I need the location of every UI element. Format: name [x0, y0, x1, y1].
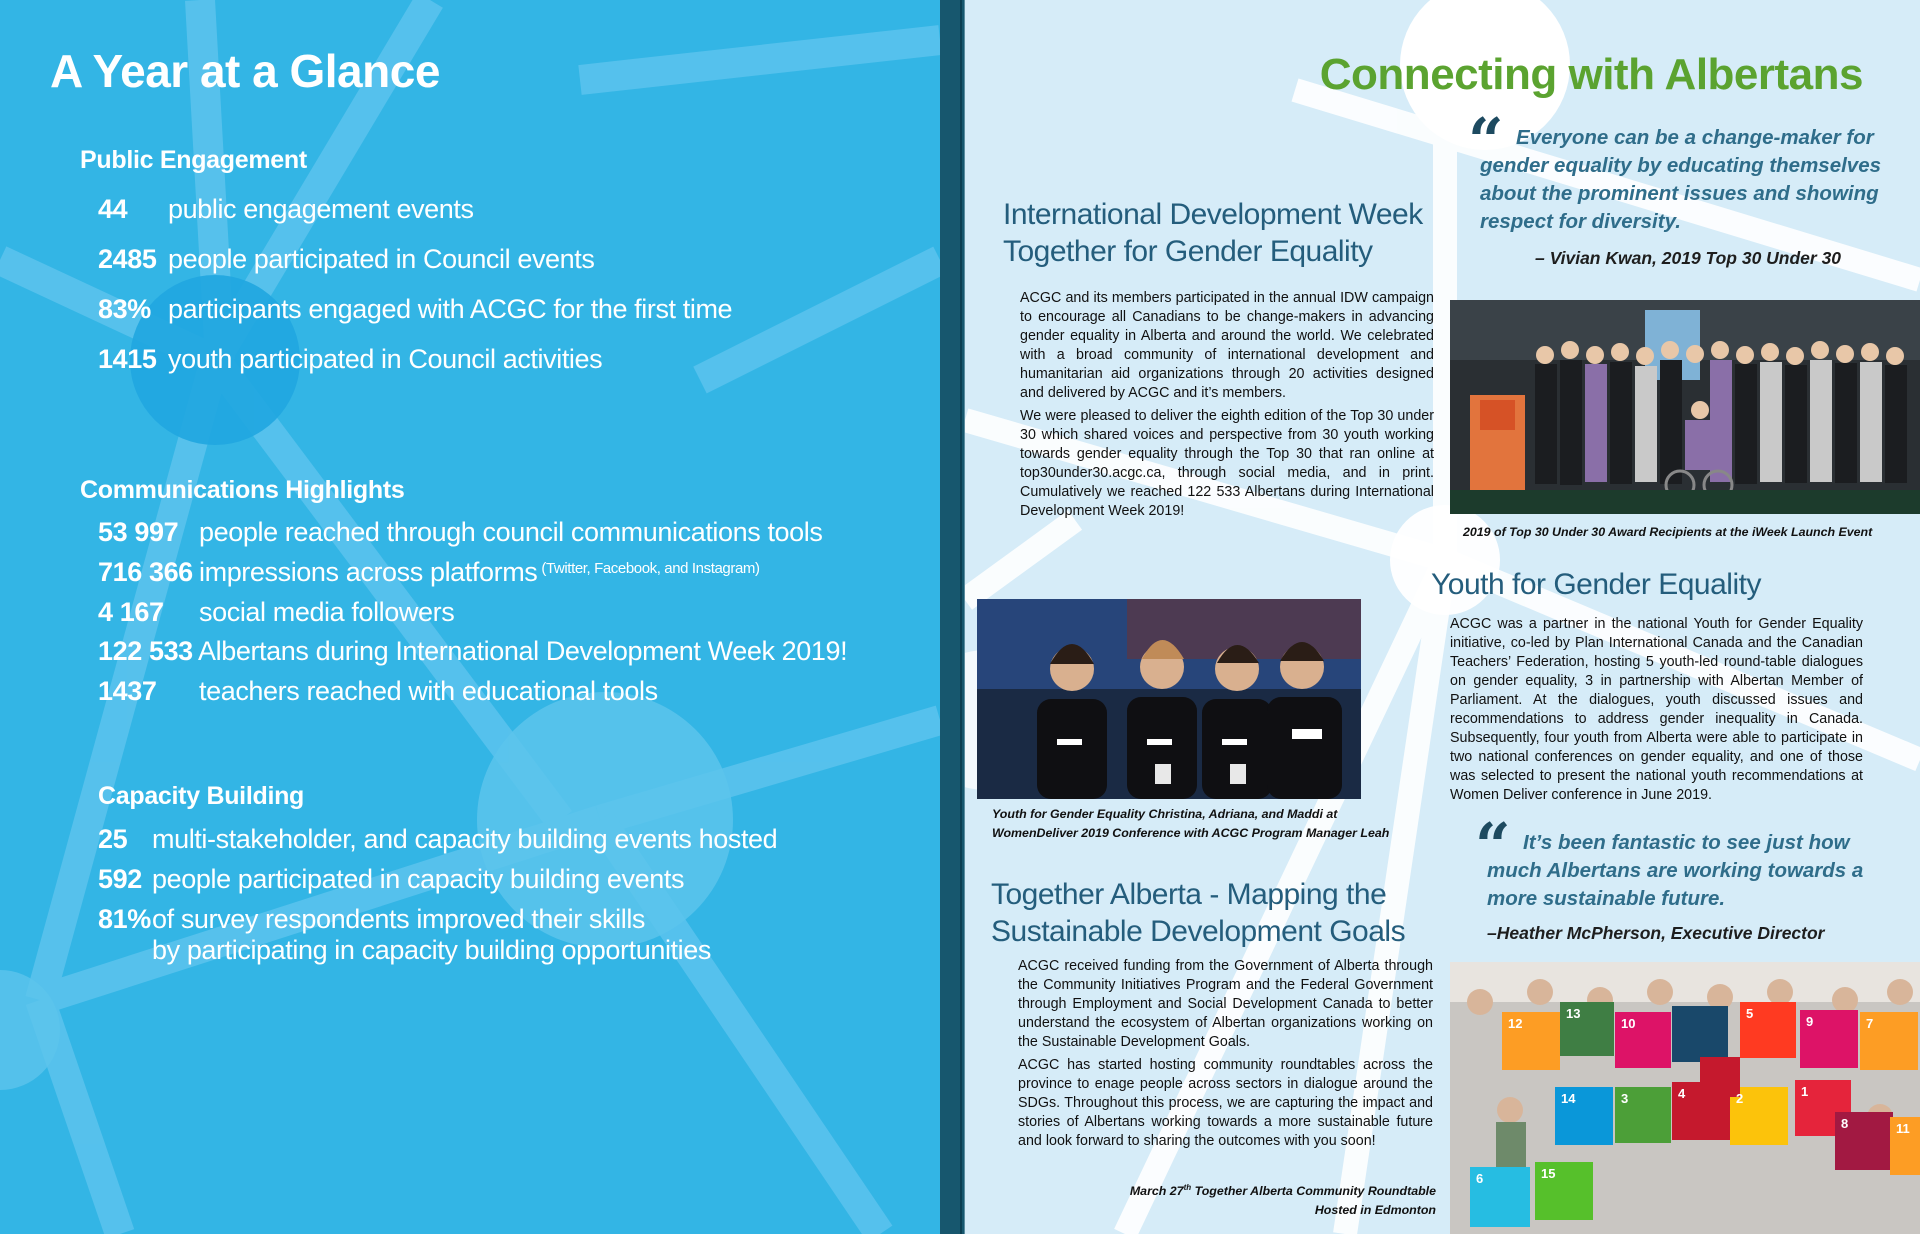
quote-1-attribution: – Vivian Kwan, 2019 Top 30 Under 30	[1535, 248, 1842, 268]
stat-text: participants engaged with ACGC for the first time	[168, 294, 733, 324]
stat-text-group	[199, 557, 760, 588]
stat-text: of survey respondents improved their skills	[152, 904, 646, 934]
svg-text:4: 4	[1678, 1086, 1686, 1101]
roundtable-caption-line-1	[1130, 1178, 1436, 1201]
svg-text:5: 5	[1746, 1006, 1754, 1021]
caption-date-suffix: th	[1183, 1183, 1192, 1192]
quote-1-text: Everyone can be a change-maker for gender equality by educating themselves about the prominent issues and showing respect for diversity.	[1480, 126, 1882, 233]
svg-text:15: 15	[1541, 1166, 1556, 1181]
svg-text:9: 9	[1806, 1014, 1814, 1029]
stat-text: social media followers	[199, 597, 455, 627]
stat-number: 122 533	[98, 636, 193, 666]
idw-paragraph-2: We were pleased to deliver the eighth edition of the Top 30 under 30 which shared voices and perspective from 30 youth working towards gender equality through the Top 30 that ran online at top30under30.acgc.ca, through social media, and in print. Cumulatively we reached 122 533 Albertans during International Development Week 2019!	[1020, 408, 1434, 519]
roundtable-caption-line-2: Hosted in Edmonton	[1314, 1203, 1436, 1218]
svg-text:1: 1	[1801, 1084, 1809, 1099]
left-page	[0, 0, 940, 1234]
public-engagement-heading: Public Engagement	[80, 146, 307, 174]
idw-paragraph-1: ACGC and its members participated in the annual IDW campaign to encourage all Canadians to be change-makers in advancing gender equality in Alberta and around the world. We celebrated with a broad community of international development and humanitarian aid organizations through 20 activities designed and delivered by ACGC and it’s members.	[1020, 290, 1434, 401]
stat-number: 53 997	[98, 517, 179, 547]
stat-text: people participated in Council events	[168, 244, 595, 274]
stat-text: Albertans during International Development Week 2019!	[198, 636, 848, 666]
svg-text:11: 11	[1896, 1121, 1910, 1136]
stat-number: 716 366	[98, 557, 193, 587]
stat-text: people reached through council communications tools	[199, 517, 823, 547]
svg-text:2: 2	[1736, 1091, 1744, 1106]
svg-text:12: 12	[1508, 1016, 1523, 1031]
together-heading-line-1: Together Alberta - Mapping the	[991, 878, 1387, 911]
capacity-building-heading: Capacity Building	[98, 782, 305, 810]
stat-number: 2485	[98, 244, 157, 274]
svg-text:8: 8	[1841, 1116, 1849, 1131]
svg-text:10: 10	[1621, 1016, 1636, 1031]
stat-number: 592	[98, 864, 142, 894]
stat-text: people participated in capacity building events	[152, 864, 685, 894]
stat-number: 1415	[98, 344, 157, 374]
svg-text:14: 14	[1561, 1091, 1576, 1106]
together-heading-line-2: Sustainable Development Goals	[991, 915, 1406, 948]
sdg-roundtable-photo	[1450, 962, 1920, 1234]
stat-number: 25	[98, 824, 128, 854]
top30-group-photo	[1450, 300, 1920, 514]
idw-heading-line-1: International Development Week	[1003, 198, 1423, 231]
stat-text: by participating in capacity building opportunities	[152, 935, 711, 965]
svg-text:6: 6	[1476, 1171, 1484, 1186]
spine-fold	[960, 0, 962, 1234]
svg-text:7: 7	[1866, 1016, 1874, 1031]
together-alberta-body	[1018, 957, 1433, 1155]
right-page	[965, 0, 1920, 1234]
stat-number: 81%	[98, 904, 151, 934]
communications-heading: Communications Highlights	[80, 476, 405, 504]
stat-number: 44	[98, 194, 128, 224]
caption-date: March 27	[1129, 1184, 1184, 1199]
together-paragraph-2: ACGC has started hosting community roundtables across the province to enage people across sectors in dialogue around the SDGs. Throughout this process, we are capturing the impact and stories of Albertans working towards a more sustainable future and look forward to sharing the outcomes with you soon!	[1018, 1057, 1433, 1149]
youth-body	[1450, 615, 1863, 809]
idw-body	[1020, 289, 1434, 525]
svg-text:3: 3	[1621, 1091, 1629, 1106]
left-page-title: A Year at a Glance	[50, 45, 440, 97]
stat-number: 1437	[98, 676, 157, 706]
quote-2-text: It’s been fantastic to see just how much Albertans are working towards a more sustainable future.	[1487, 831, 1864, 910]
womendeliver-caption-line-1: Youth for Gender Equality Christina, Adriana, and Maddi at	[992, 807, 1338, 821]
youth-heading: Youth for Gender Equality	[1431, 568, 1761, 601]
together-alberta-heading	[991, 876, 1405, 950]
together-paragraph-1: ACGC received funding from the Government of Alberta through the Community Initiatives Program and the Federal Government through Employment and Social Development Canada to better understand the ecosystem of Albertan organizations working on the Sustainable Development Goals.	[1018, 958, 1433, 1050]
roundtable-caption	[1130, 1178, 1436, 1220]
svg-text:13: 13	[1566, 1006, 1581, 1021]
stat-text: impressions across platforms	[199, 557, 538, 587]
stat-number: 4 167	[98, 597, 164, 627]
womendeliver-caption-line-2: WomenDeliver 2019 Conference with ACGC Program Manager Leah	[992, 826, 1390, 840]
top30-photo-caption: 2019 of Top 30 Under 30 Award Recipients at the iWeek Launch Event	[1463, 525, 1873, 539]
stat-text: multi-stakeholder, and capacity building events hosted	[152, 824, 778, 854]
womendeliver-caption	[992, 805, 1389, 843]
stat-number: 83%	[98, 294, 151, 324]
quote-mark-icon: “	[1475, 809, 1511, 882]
platform-note: (Twitter, Facebook, and Instagram)	[541, 560, 760, 577]
idw-heading-line-2: Together for Gender Equality	[1003, 235, 1373, 268]
idw-heading	[1003, 196, 1423, 270]
quote-2-attribution: –Heather McPherson, Executive Director	[1487, 923, 1825, 943]
caption-event: Together Alberta Community Roundtable	[1191, 1184, 1436, 1199]
stat-text: public engagement events	[168, 194, 474, 224]
right-page-title: Connecting with Albertans	[1319, 50, 1863, 99]
stat-text: teachers reached with educational tools	[199, 676, 658, 706]
stat-text: youth participated in Council activities	[168, 344, 603, 374]
youth-paragraph: ACGC was a partner in the national Youth for Gender Equality initiative, co-led by Plan International Canada and the Canadian Teachers’ Federation, hosting 5 youth-led round-table dialogues on gender equality, 3 in partnership with Albertan Member of Parliament. At the dialogues, youth discussed issues and recommendations to address gender inequality in Canada. Subsequently, four youth from Alberta were able to participate in two national conferences on gender equality, and one of those was selected to present the national youth recommendations at Women Deliver conference in June 2019.	[1450, 616, 1863, 803]
quote-mark-icon: “	[1468, 104, 1504, 177]
womendeliver-photo	[977, 599, 1361, 799]
